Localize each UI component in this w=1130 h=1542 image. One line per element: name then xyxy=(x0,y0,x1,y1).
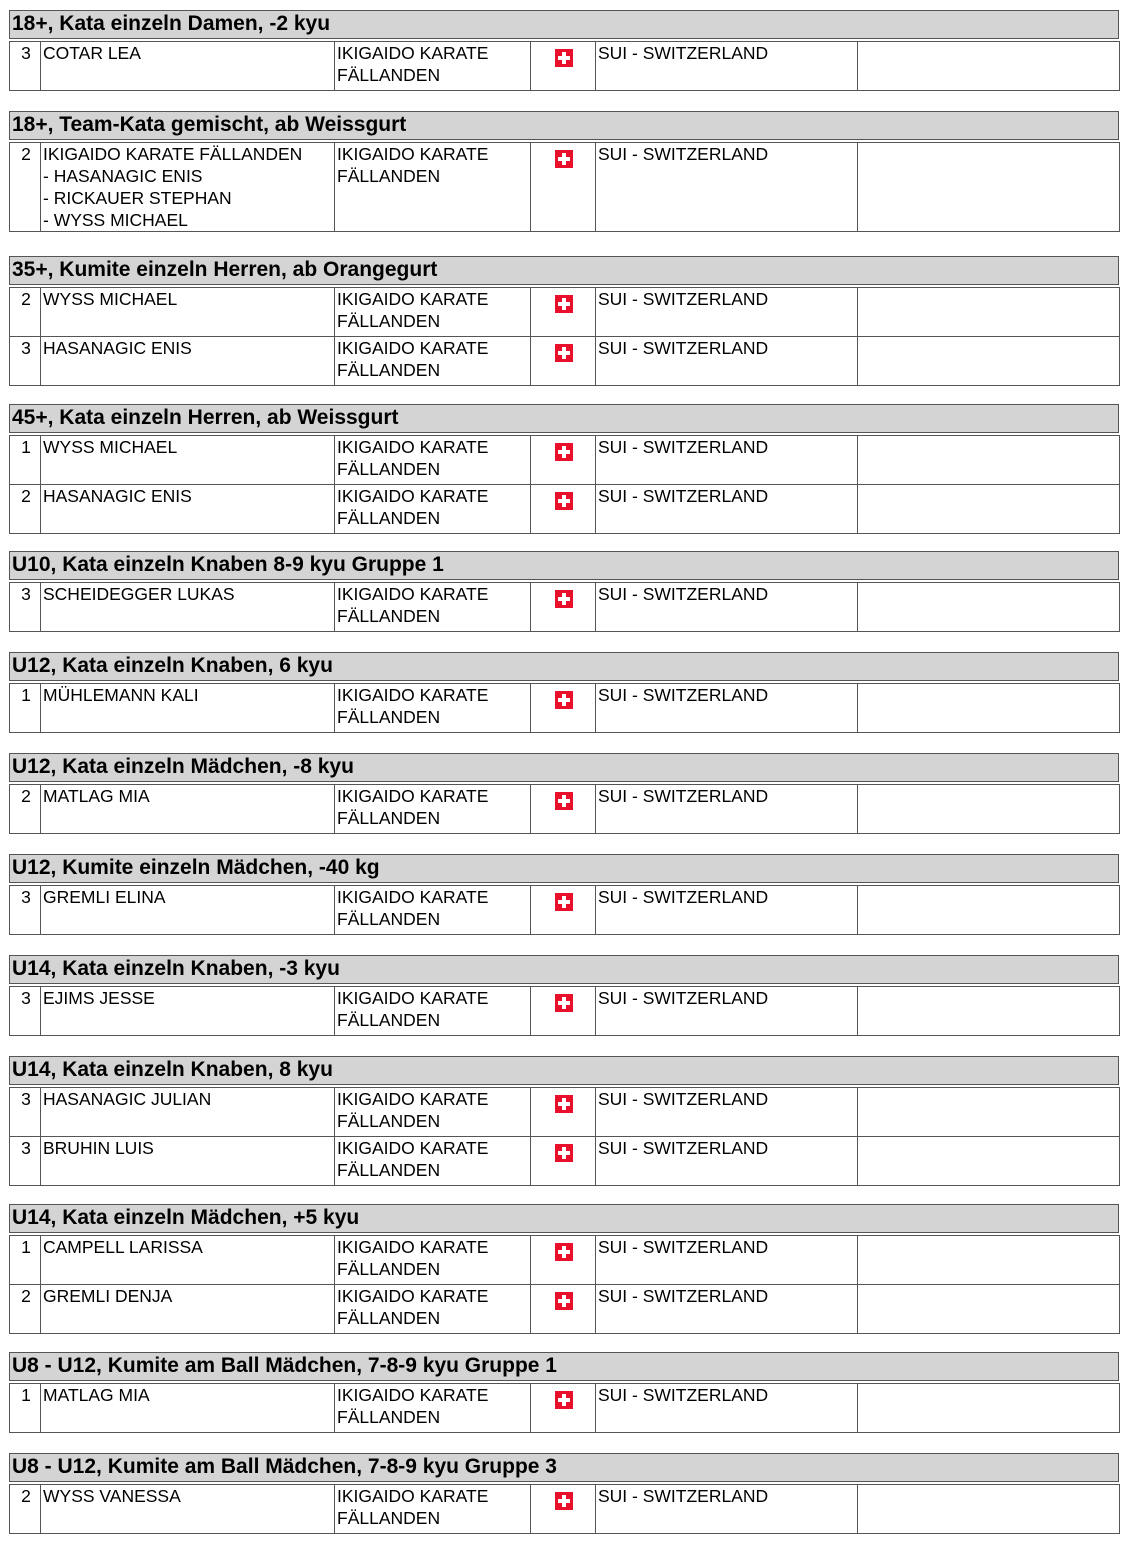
rank-cell: 2 xyxy=(10,143,41,232)
results-table xyxy=(9,885,1120,935)
club-cell xyxy=(335,485,531,534)
swiss-flag-icon xyxy=(555,691,573,709)
table-row xyxy=(10,583,1120,632)
empty-cell xyxy=(858,684,1120,733)
country-cell: SUI - SWITZERLAND xyxy=(596,485,858,534)
rank-cell: 3 xyxy=(10,886,41,935)
rank-cell: 1 xyxy=(10,436,41,485)
table-row xyxy=(10,42,1120,91)
flag-cell xyxy=(531,1236,596,1285)
results-table xyxy=(9,582,1120,632)
athlete-name-cell xyxy=(41,337,335,386)
athlete-name-cell xyxy=(41,143,335,232)
athlete-name-line: EJIMS JESSE xyxy=(43,988,155,1008)
category-section xyxy=(9,404,1119,534)
category-title: U14, Kata einzeln Mädchen, +5 kyu xyxy=(9,1204,1119,1233)
flag-cell xyxy=(531,42,596,91)
athlete-name-line: GREMLI ELINA xyxy=(43,887,166,907)
club-name-line: IKIGAIDO KARATE xyxy=(337,887,489,907)
club-name-line: FÄLLANDEN xyxy=(337,459,441,479)
club-name-line: FÄLLANDEN xyxy=(337,606,441,626)
club-name-line: IKIGAIDO KARATE xyxy=(337,43,489,63)
table-row xyxy=(10,1137,1120,1186)
table-row xyxy=(10,1485,1120,1534)
club-name-line: FÄLLANDEN xyxy=(337,1259,441,1279)
flag-cell xyxy=(531,485,596,534)
club-name-line: FÄLLANDEN xyxy=(337,808,441,828)
country-cell: SUI - SWITZERLAND xyxy=(596,1137,858,1186)
table-row xyxy=(10,288,1120,337)
club-name-line: FÄLLANDEN xyxy=(337,508,441,528)
rank-cell: 3 xyxy=(10,1137,41,1186)
swiss-flag-icon xyxy=(555,1144,573,1162)
club-cell xyxy=(335,785,531,834)
athlete-name-cell xyxy=(41,886,335,935)
category-title: U12, Kumite einzeln Mädchen, -40 kg xyxy=(9,854,1119,883)
results-table xyxy=(9,683,1120,733)
results-table xyxy=(9,784,1120,834)
flag-cell xyxy=(531,886,596,935)
category-section xyxy=(9,551,1119,632)
category-section xyxy=(9,111,1119,232)
rank-cell: 3 xyxy=(10,987,41,1036)
results-table xyxy=(9,41,1120,91)
athlete-name-cell xyxy=(41,1384,335,1433)
swiss-flag-icon xyxy=(555,1391,573,1409)
category-section xyxy=(9,854,1119,935)
category-title: U14, Kata einzeln Knaben, 8 kyu xyxy=(9,1056,1119,1085)
athlete-name-line: HASANAGIC JULIAN xyxy=(43,1089,212,1109)
athlete-name-line: MÜHLEMANN KALI xyxy=(43,685,199,705)
results-table xyxy=(9,287,1120,386)
category-section xyxy=(9,753,1119,834)
athlete-name-cell xyxy=(41,42,335,91)
country-cell: SUI - SWITZERLAND xyxy=(596,1088,858,1137)
club-name-line: FÄLLANDEN xyxy=(337,1407,441,1427)
category-title: 45+, Kata einzeln Herren, ab Weissgurt xyxy=(9,404,1119,433)
results-table xyxy=(9,142,1120,232)
flag-cell xyxy=(531,684,596,733)
flag-cell xyxy=(531,288,596,337)
country-cell: SUI - SWITZERLAND xyxy=(596,785,858,834)
flag-cell xyxy=(531,987,596,1036)
category-title: 18+, Team-Kata gemischt, ab Weissgurt xyxy=(9,111,1119,140)
athlete-name-line: GREMLI DENJA xyxy=(43,1286,173,1306)
table-row xyxy=(10,1236,1120,1285)
club-cell xyxy=(335,987,531,1036)
table-row xyxy=(10,987,1120,1036)
athlete-name-line: WYSS MICHAEL xyxy=(43,437,178,457)
table-row xyxy=(10,684,1120,733)
country-cell: SUI - SWITZERLAND xyxy=(596,337,858,386)
swiss-flag-icon xyxy=(555,792,573,810)
table-row xyxy=(10,1384,1120,1433)
rank-cell: 1 xyxy=(10,1236,41,1285)
country-cell: SUI - SWITZERLAND xyxy=(596,1384,858,1433)
category-section xyxy=(9,652,1119,733)
club-name-line: IKIGAIDO KARATE xyxy=(337,1385,489,1405)
athlete-name-cell xyxy=(41,1137,335,1186)
empty-cell xyxy=(858,1236,1120,1285)
athlete-name-line: IKIGAIDO KARATE FÄLLANDEN xyxy=(43,144,303,164)
flag-cell xyxy=(531,1137,596,1186)
athlete-name-cell xyxy=(41,684,335,733)
athlete-name-line: - RICKAUER STEPHAN xyxy=(43,188,232,208)
swiss-flag-icon xyxy=(555,295,573,313)
athlete-name-line: MATLAG MIA xyxy=(43,786,150,806)
empty-cell xyxy=(858,337,1120,386)
athlete-name-line: MATLAG MIA xyxy=(43,1385,150,1405)
athlete-name-cell xyxy=(41,1236,335,1285)
flag-cell xyxy=(531,785,596,834)
athlete-name-line: BRUHIN LUIS xyxy=(43,1138,154,1158)
table-row xyxy=(10,886,1120,935)
country-cell: SUI - SWITZERLAND xyxy=(596,1236,858,1285)
club-cell xyxy=(335,1137,531,1186)
empty-cell xyxy=(858,1088,1120,1137)
swiss-flag-icon xyxy=(555,443,573,461)
athlete-name-cell xyxy=(41,785,335,834)
rank-cell: 3 xyxy=(10,583,41,632)
category-title: U12, Kata einzeln Mädchen, -8 kyu xyxy=(9,753,1119,782)
country-cell: SUI - SWITZERLAND xyxy=(596,987,858,1036)
athlete-name-cell xyxy=(41,583,335,632)
category-section xyxy=(9,955,1119,1036)
table-row xyxy=(10,1285,1120,1334)
empty-cell xyxy=(858,785,1120,834)
swiss-flag-icon xyxy=(555,893,573,911)
empty-cell xyxy=(858,1137,1120,1186)
category-title: U12, Kata einzeln Knaben, 6 kyu xyxy=(9,652,1119,681)
rank-cell: 1 xyxy=(10,684,41,733)
category-section xyxy=(9,1352,1119,1433)
country-cell: SUI - SWITZERLAND xyxy=(596,684,858,733)
rank-cell: 1 xyxy=(10,1384,41,1433)
swiss-flag-icon xyxy=(555,1492,573,1510)
club-cell xyxy=(335,337,531,386)
table-row xyxy=(10,337,1120,386)
club-name-line: FÄLLANDEN xyxy=(337,311,441,331)
club-name-line: FÄLLANDEN xyxy=(337,1508,441,1528)
category-section xyxy=(9,256,1119,386)
club-cell xyxy=(335,436,531,485)
athlete-name-line: - HASANAGIC ENIS xyxy=(43,166,203,186)
category-section xyxy=(9,10,1119,91)
category-section xyxy=(9,1204,1119,1334)
swiss-flag-icon xyxy=(555,1292,573,1310)
swiss-flag-icon xyxy=(555,492,573,510)
club-name-line: FÄLLANDEN xyxy=(337,65,441,85)
empty-cell xyxy=(858,583,1120,632)
results-table xyxy=(9,1235,1120,1334)
empty-cell xyxy=(858,1485,1120,1534)
club-cell xyxy=(335,583,531,632)
category-title: U14, Kata einzeln Knaben, -3 kyu xyxy=(9,955,1119,984)
empty-cell xyxy=(858,886,1120,935)
rank-cell: 3 xyxy=(10,42,41,91)
category-section xyxy=(9,1453,1119,1534)
flag-cell xyxy=(531,1088,596,1137)
club-name-line: IKIGAIDO KARATE xyxy=(337,1237,489,1257)
empty-cell xyxy=(858,1384,1120,1433)
flag-cell xyxy=(531,1384,596,1433)
rank-cell: 2 xyxy=(10,288,41,337)
results-table xyxy=(9,435,1120,534)
flag-cell xyxy=(531,1485,596,1534)
club-name-line: IKIGAIDO KARATE xyxy=(337,289,489,309)
club-cell xyxy=(335,1485,531,1534)
empty-cell xyxy=(858,436,1120,485)
empty-cell xyxy=(858,288,1120,337)
athlete-name-cell xyxy=(41,436,335,485)
club-name-line: IKIGAIDO KARATE xyxy=(337,584,489,604)
club-name-line: IKIGAIDO KARATE xyxy=(337,1486,489,1506)
country-cell: SUI - SWITZERLAND xyxy=(596,583,858,632)
club-name-line: FÄLLANDEN xyxy=(337,1111,441,1131)
club-cell xyxy=(335,684,531,733)
rank-cell: 2 xyxy=(10,785,41,834)
country-cell: SUI - SWITZERLAND xyxy=(596,1285,858,1334)
swiss-flag-icon xyxy=(555,1095,573,1113)
country-cell: SUI - SWITZERLAND xyxy=(596,1485,858,1534)
empty-cell xyxy=(858,42,1120,91)
club-name-line: FÄLLANDEN xyxy=(337,1308,441,1328)
table-row xyxy=(10,143,1120,232)
table-row xyxy=(10,1088,1120,1137)
athlete-name-line: COTAR LEA xyxy=(43,43,141,63)
flag-cell xyxy=(531,143,596,232)
flag-cell xyxy=(531,337,596,386)
club-cell xyxy=(335,1236,531,1285)
athlete-name-line: - WYSS MICHAEL xyxy=(43,210,188,230)
flag-cell xyxy=(531,583,596,632)
athlete-name-line: WYSS MICHAEL xyxy=(43,289,178,309)
category-title: 35+, Kumite einzeln Herren, ab Orangegurt xyxy=(9,256,1119,285)
club-cell xyxy=(335,1384,531,1433)
club-cell xyxy=(335,1285,531,1334)
category-title: U8 - U12, Kumite am Ball Mädchen, 7-8-9 kyu Gruppe 1 xyxy=(9,1352,1119,1381)
swiss-flag-icon xyxy=(555,150,573,168)
swiss-flag-icon xyxy=(555,590,573,608)
athlete-name-cell xyxy=(41,1485,335,1534)
club-name-line: FÄLLANDEN xyxy=(337,909,441,929)
rank-cell: 3 xyxy=(10,337,41,386)
club-cell xyxy=(335,143,531,232)
athlete-name-cell xyxy=(41,288,335,337)
club-name-line: FÄLLANDEN xyxy=(337,360,441,380)
results-table xyxy=(9,986,1120,1036)
flag-cell xyxy=(531,436,596,485)
club-name-line: IKIGAIDO KARATE xyxy=(337,685,489,705)
swiss-flag-icon xyxy=(555,994,573,1012)
category-title: U10, Kata einzeln Knaben 8-9 kyu Gruppe 1 xyxy=(9,551,1119,580)
club-name-line: IKIGAIDO KARATE xyxy=(337,437,489,457)
athlete-name-line: HASANAGIC ENIS xyxy=(43,486,192,506)
swiss-flag-icon xyxy=(555,344,573,362)
rank-cell: 2 xyxy=(10,1485,41,1534)
results-table xyxy=(9,1383,1120,1433)
results-table xyxy=(9,1087,1120,1186)
club-cell xyxy=(335,288,531,337)
athlete-name-line: SCHEIDEGGER LUKAS xyxy=(43,584,235,604)
empty-cell xyxy=(858,485,1120,534)
athlete-name-line: CAMPELL LARISSA xyxy=(43,1237,203,1257)
country-cell: SUI - SWITZERLAND xyxy=(596,886,858,935)
club-name-line: FÄLLANDEN xyxy=(337,1160,441,1180)
category-title: 18+, Kata einzeln Damen, -2 kyu xyxy=(9,10,1119,39)
club-name-line: IKIGAIDO KARATE xyxy=(337,486,489,506)
club-name-line: IKIGAIDO KARATE xyxy=(337,1286,489,1306)
club-name-line: IKIGAIDO KARATE xyxy=(337,786,489,806)
rank-cell: 2 xyxy=(10,485,41,534)
country-cell: SUI - SWITZERLAND xyxy=(596,436,858,485)
athlete-name-line: WYSS VANESSA xyxy=(43,1486,181,1506)
club-name-line: FÄLLANDEN xyxy=(337,166,441,186)
club-name-line: IKIGAIDO KARATE xyxy=(337,144,489,164)
table-row xyxy=(10,785,1120,834)
results-table xyxy=(9,1484,1120,1534)
country-cell: SUI - SWITZERLAND xyxy=(596,288,858,337)
club-cell xyxy=(335,1088,531,1137)
rank-cell: 3 xyxy=(10,1088,41,1137)
rank-cell: 2 xyxy=(10,1285,41,1334)
flag-cell xyxy=(531,1285,596,1334)
club-name-line: FÄLLANDEN xyxy=(337,1010,441,1030)
athlete-name-cell xyxy=(41,1285,335,1334)
swiss-flag-icon xyxy=(555,1243,573,1261)
country-cell: SUI - SWITZERLAND xyxy=(596,143,858,232)
table-row xyxy=(10,485,1120,534)
swiss-flag-icon xyxy=(555,49,573,67)
athlete-name-cell xyxy=(41,1088,335,1137)
category-section xyxy=(9,1056,1119,1186)
country-cell: SUI - SWITZERLAND xyxy=(596,42,858,91)
club-name-line: FÄLLANDEN xyxy=(337,707,441,727)
athlete-name-cell xyxy=(41,987,335,1036)
club-name-line: IKIGAIDO KARATE xyxy=(337,988,489,1008)
club-cell xyxy=(335,42,531,91)
athlete-name-cell xyxy=(41,485,335,534)
club-cell xyxy=(335,886,531,935)
empty-cell xyxy=(858,143,1120,232)
empty-cell xyxy=(858,1285,1120,1334)
club-name-line: IKIGAIDO KARATE xyxy=(337,338,489,358)
empty-cell xyxy=(858,987,1120,1036)
table-row xyxy=(10,436,1120,485)
athlete-name-line: HASANAGIC ENIS xyxy=(43,338,192,358)
club-name-line: IKIGAIDO KARATE xyxy=(337,1089,489,1109)
club-name-line: IKIGAIDO KARATE xyxy=(337,1138,489,1158)
category-title: U8 - U12, Kumite am Ball Mädchen, 7-8-9 kyu Gruppe 3 xyxy=(9,1453,1119,1482)
